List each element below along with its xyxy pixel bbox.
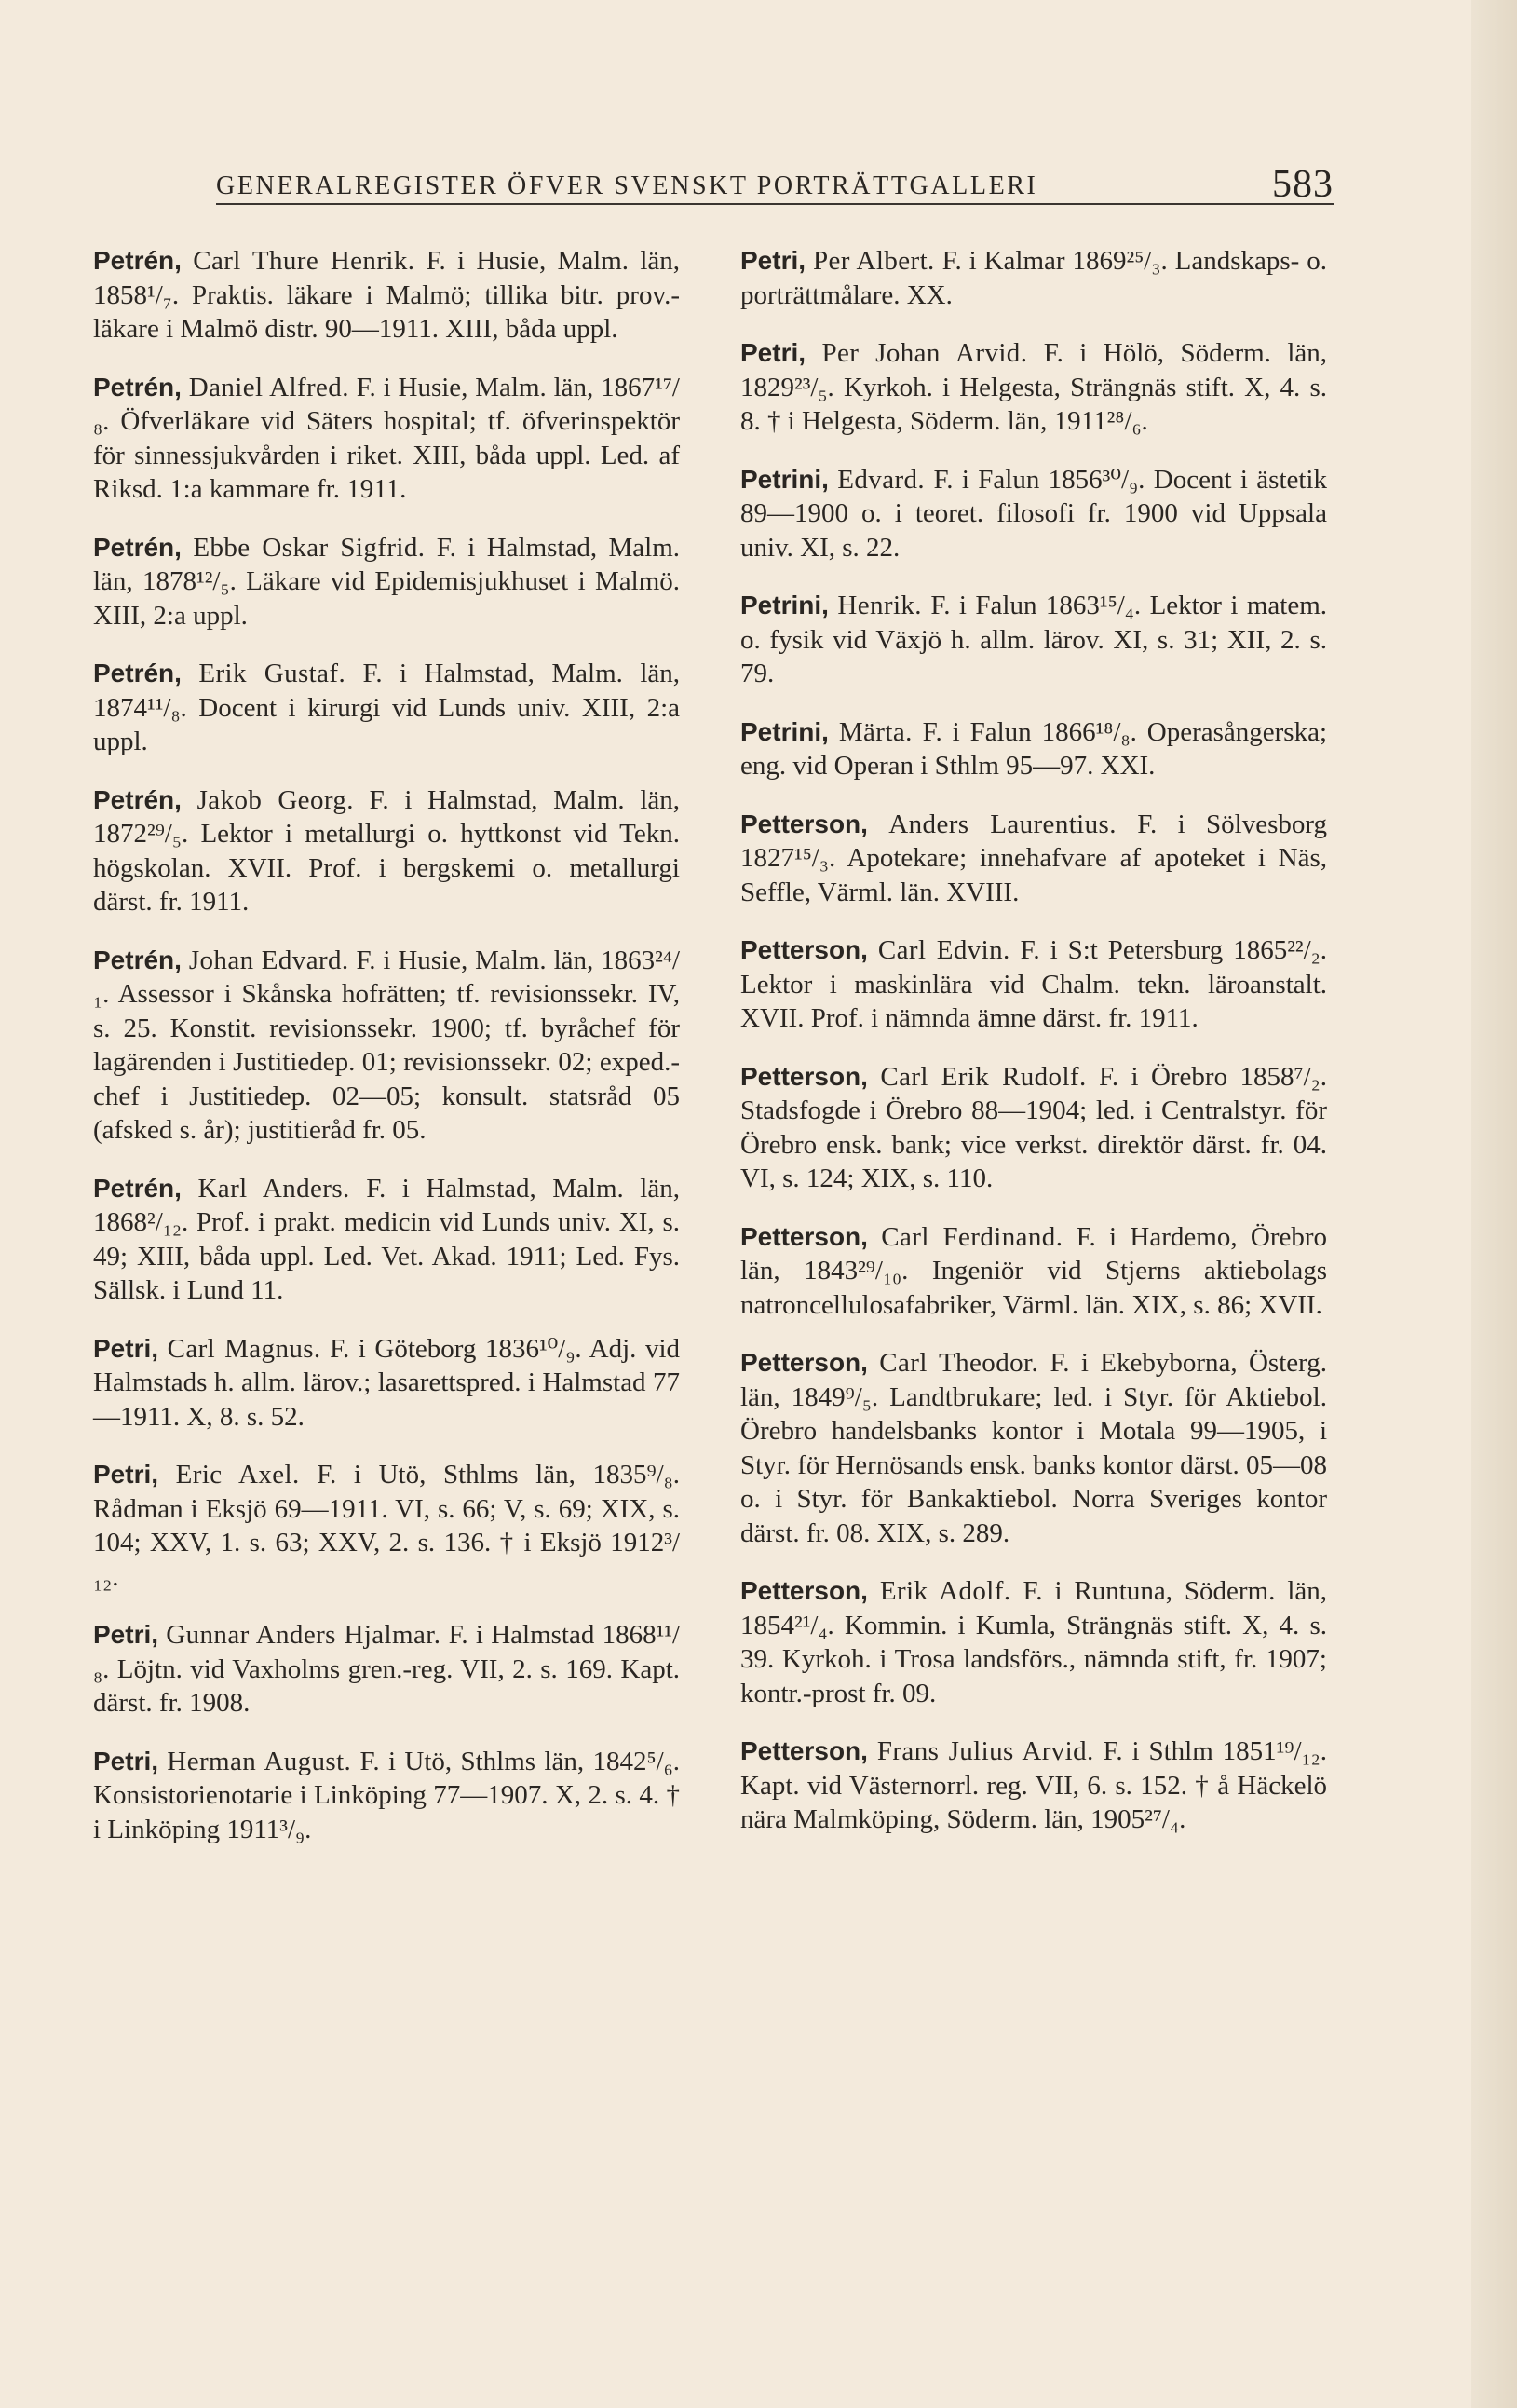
entry-surname: Petri,: [740, 246, 806, 275]
entry-given-names: Frans Julius Arvid.: [876, 1736, 1094, 1766]
entry-given-names: Erik Adolf.: [879, 1576, 1011, 1606]
entry-text: F. i Göteborg 1836¹⁰/₉. Adj. vid Halmstads h. allm. lärov.; lasarettspred. i Halmstad 77—1911. X, 8. s. 52.: [93, 1333, 681, 1432]
entry-text: F. i Halmstad, Malm. län, 1872²⁹/₅. Lektor i metallurgi o. hyttkonst vid Tekn. högskolan. XVII. Prof. i bergskemi o. metallurgi därst. fr. 1911.: [93, 784, 680, 917]
entry-given-names: Anders Laurentius.: [888, 809, 1117, 839]
entry-given-names: Johan Edvard.: [188, 945, 349, 975]
entry-given-names: Carl Erik Rudolf.: [880, 1061, 1087, 1092]
register-entry: [740, 1346, 1327, 1550]
entry-given-names: Per Albert.: [812, 246, 935, 276]
entry-text: F. i Halmstad, Malm. län, 1874¹¹/₈. Docent i kirurgi vid Lunds univ. XIII, 2:a uppl.: [93, 659, 680, 756]
left-column: [93, 244, 680, 1871]
page-header: [216, 163, 1334, 212]
entry-given-names: Carl Thure Henrik.: [193, 246, 415, 276]
register-entry: [740, 1060, 1327, 1196]
entry-surname: Petterson,: [740, 1736, 868, 1765]
entry-text: F. i Falun 1866¹⁸/₈. Operasångerska; eng. vid Operan i Sthlm 95—97. XXI.: [740, 716, 1327, 781]
entry-text: F. i Halmstad 1868¹¹/₈. Löjtn. vid Vaxholms gren.-reg. VII, 2. s. 169. Kapt. därst. fr. 1908.: [93, 1620, 681, 1718]
entry-text: F. i Utö, Sthlms län, 1842⁵/₆. Konsistorienotarie i Linköping 77—1907. X, 2. s. 4. † i Linköping 1911³/₉.: [93, 1746, 680, 1844]
entry-surname: Petri,: [740, 338, 806, 367]
entry-surname: Petri,: [93, 1746, 159, 1775]
entry-given-names: Daniel Alfred.: [188, 372, 349, 402]
register-entry: [740, 589, 1327, 691]
register-entry: [93, 244, 680, 347]
entry-given-names: Carl Edvin.: [877, 935, 1010, 965]
entry-given-names: Carl Magnus.: [167, 1333, 321, 1364]
entry-text: F. i Hardemo, Örebro län, 1843²⁹/₁₀. Ingeniör vid Stjerns aktiebolags natroncellulosafabriker, Värml. län. XIX, s. 86; XVII.: [740, 1221, 1328, 1320]
entry-given-names: Carl Ferdinand.: [881, 1221, 1063, 1252]
header-rule: [216, 203, 1334, 205]
entry-text: F. i Utö, Sthlms län, 1835⁹/₈. Rådman i Eksjö 69—1911. VI, s. 66; V, s. 69; XIX, s. 104; XXV, 1. s. 63; XXV, 2. s. 136. † i Eksjö 1912³/₁₂.: [93, 1460, 681, 1592]
entry-given-names: Gunnar Anders Hjalmar.: [166, 1620, 441, 1650]
entry-surname: Petrén,: [93, 659, 182, 687]
entry-surname: Petrén,: [93, 1173, 182, 1203]
entry-text: F. i Ekebyborna, Österg. län, 1849⁹/₅. Landtbrukare; led. i Styr. för Aktiebol. Örebro handelsbanks kontor i Motala 99—1905, i Styr. för Hernösands ensk. banks kontor därst. 05—08 o. i Styr. för Bankaktiebol. Norra Sveriges kontor därst. fr. 08. XIX, s. 289.: [740, 1348, 1328, 1548]
entry-surname: Petrén,: [93, 372, 182, 401]
register-entry: [93, 657, 680, 759]
register-entry: [93, 944, 680, 1148]
entry-surname: Petri,: [93, 1460, 159, 1489]
register-entry: [93, 1745, 680, 1847]
entry-given-names: Karl Anders.: [197, 1173, 350, 1204]
running-head: GENERALREGISTER ÖFVER SVENSKT PORTRÄTTGALLERI: [216, 171, 1038, 200]
entry-text: F. i Sölvesborg 1827¹⁵/₃. Apotekare; innehafvare af apoteket i Näs, Seffle, Värml. län. XVIII.: [740, 809, 1328, 907]
register-entry: [93, 531, 680, 633]
entry-text: F. i Husie, Malm. län, 1867¹⁷/₈. Öfverläkare vid Säters hospital; tf. öfverinspektör för sinnessjukvården i riket. XIII, båda uppl. Led. af Riksd. 1:a kammare fr. 1911.: [93, 372, 680, 504]
register-entry: [740, 1574, 1327, 1710]
entry-given-names: Erik Gustaf.: [198, 659, 346, 688]
entry-given-names: Märta.: [838, 716, 913, 747]
entry-surname: Petterson,: [740, 1348, 868, 1377]
register-entry: [93, 1172, 680, 1308]
entry-text: F. i Falun 1856³⁰/₉. Docent i ästetik 89—1900 o. i teoret. filosofi fr. 1900 vid Uppsala univ. XI, s. 22.: [740, 464, 1327, 563]
entry-text: F. i Halmstad, Malm. län, 1878¹²/₅. Läkare vid Epidemisjukhuset i Malmö. XIII, 2:a uppl.: [93, 532, 681, 631]
entry-surname: Petri,: [93, 1333, 159, 1363]
register-entry: [740, 1735, 1327, 1837]
register-entry: [740, 244, 1327, 312]
entry-text: F. i Hölö, Söderm. län, 1829²³/₅. Kyrkoh. i Helgesta, Strängnäs stift. X, 4. s. 8. † i Helgesta, Söderm. län, 1911²⁸/₆.: [740, 338, 1328, 436]
entry-surname: Petrini,: [740, 464, 829, 494]
entry-text: F. i Kalmar 1869²⁵/₃. Landskaps- o. porträttmålare. XX.: [740, 246, 1328, 310]
entry-surname: Petterson,: [740, 1576, 868, 1605]
entry-given-names: Edvard.: [837, 464, 926, 495]
entry-surname: Petrini,: [740, 591, 829, 619]
entry-surname: Petri,: [93, 1620, 159, 1649]
register-entry: [740, 715, 1327, 783]
entry-surname: Petrén,: [93, 532, 182, 562]
register-entry: [740, 336, 1327, 439]
register-entry: [93, 1332, 680, 1435]
register-entry: [93, 371, 680, 507]
register-entry: [740, 933, 1327, 1036]
page-edge: [1471, 0, 1517, 2408]
page-number: 583: [1272, 163, 1334, 206]
entry-surname: Petterson,: [740, 935, 868, 964]
entry-surname: Petterson,: [740, 1061, 868, 1091]
register-entry: [740, 463, 1327, 565]
entry-given-names: Per Johan Arvid.: [821, 338, 1028, 368]
register-entry: [93, 1458, 680, 1594]
entry-text: F. i Halmstad, Malm. län, 1868²/₁₂. Prof. i prakt. medicin vid Lunds univ. XI, s. 49; XIII, båda uppl. Led. Vet. Akad. 1911; Led. Fys. Sällsk. i Lund 11.: [93, 1173, 680, 1305]
entry-surname: Petrini,: [740, 716, 829, 746]
entry-text: F. i Husie, Malm. län, 1858¹/₇. Praktis. läkare i Malmö; tillika bitr. prov.-läkare i Malmö distr. 90—1911. XIII, båda uppl.: [93, 246, 681, 344]
entry-text: F. i Husie, Malm. län, 1863²⁴/₁. Assessor i Skånska hofrätten; tf. revisionssekr. IV, s. 25. Konstit. revisionssekr. 1900; tf. byråchef för lagärenden i Justitiedep. 01; revisionssekr. 02; exped.-chef i Justitiedep. 02—05; konsult. statsråd 05 (afsked s. år); justitieråd fr. 05.: [93, 945, 680, 1145]
entry-surname: Petrén,: [93, 784, 182, 814]
entry-given-names: Henrik.: [837, 591, 922, 620]
right-column: [740, 244, 1327, 1861]
entry-given-names: Eric Axel.: [175, 1460, 300, 1490]
register-entry: [740, 1220, 1327, 1323]
entry-given-names: Carl Theodor.: [879, 1348, 1039, 1378]
entry-text: F. i Sthlm 1851¹⁹/₁₂. Kapt. vid Västernorrl. reg. VII, 6. s. 152. † å Häckelö nära Malmköping, Söderm. län, 1905²⁷/₄.: [740, 1736, 1328, 1834]
entry-given-names: Jakob Georg.: [196, 784, 354, 815]
entry-surname: Petrén,: [93, 945, 182, 974]
entry-text: F. i Falun 1863¹⁵/₄. Lektor i matem. o. fysik vid Växjö h. allm. lärov. XI, s. 31; XII, 2. s. 79.: [740, 591, 1328, 688]
entry-text: F. i Örebro 1858⁷/₂. Stadsfogde i Örebro 88—1904; led. i Centralstyr. för Örebro ensk. bank; vice verkst. direktör därst. fr. 04. VI, s. 124; XIX, s. 110.: [740, 1061, 1328, 1193]
entry-text: F. i S:t Petersburg 1865²²/₂. Lektor i maskinlära vid Chalm. tekn. läroanstalt. XVII. Prof. i nämnda ämne därst. fr. 1911.: [740, 935, 1328, 1033]
register-entry: [93, 783, 680, 919]
entry-given-names: Herman August.: [167, 1746, 352, 1776]
entry-surname: Petterson,: [740, 1221, 868, 1251]
register-entry: [740, 808, 1327, 910]
entry-surname: Petterson,: [740, 809, 868, 838]
entry-text: F. i Runtuna, Söderm. län, 1854²¹/₄. Kommin. i Kumla, Strängnäs stift. X, 4. s. 39. Kyrkoh. i Trosa landsförs., nämnda stift, fr. 1907; kontr.-prost fr. 09.: [740, 1576, 1328, 1708]
entry-surname: Petrén,: [93, 246, 182, 275]
entry-given-names: Ebbe Oskar Sigfrid.: [193, 532, 426, 563]
register-entry: [93, 1618, 680, 1721]
